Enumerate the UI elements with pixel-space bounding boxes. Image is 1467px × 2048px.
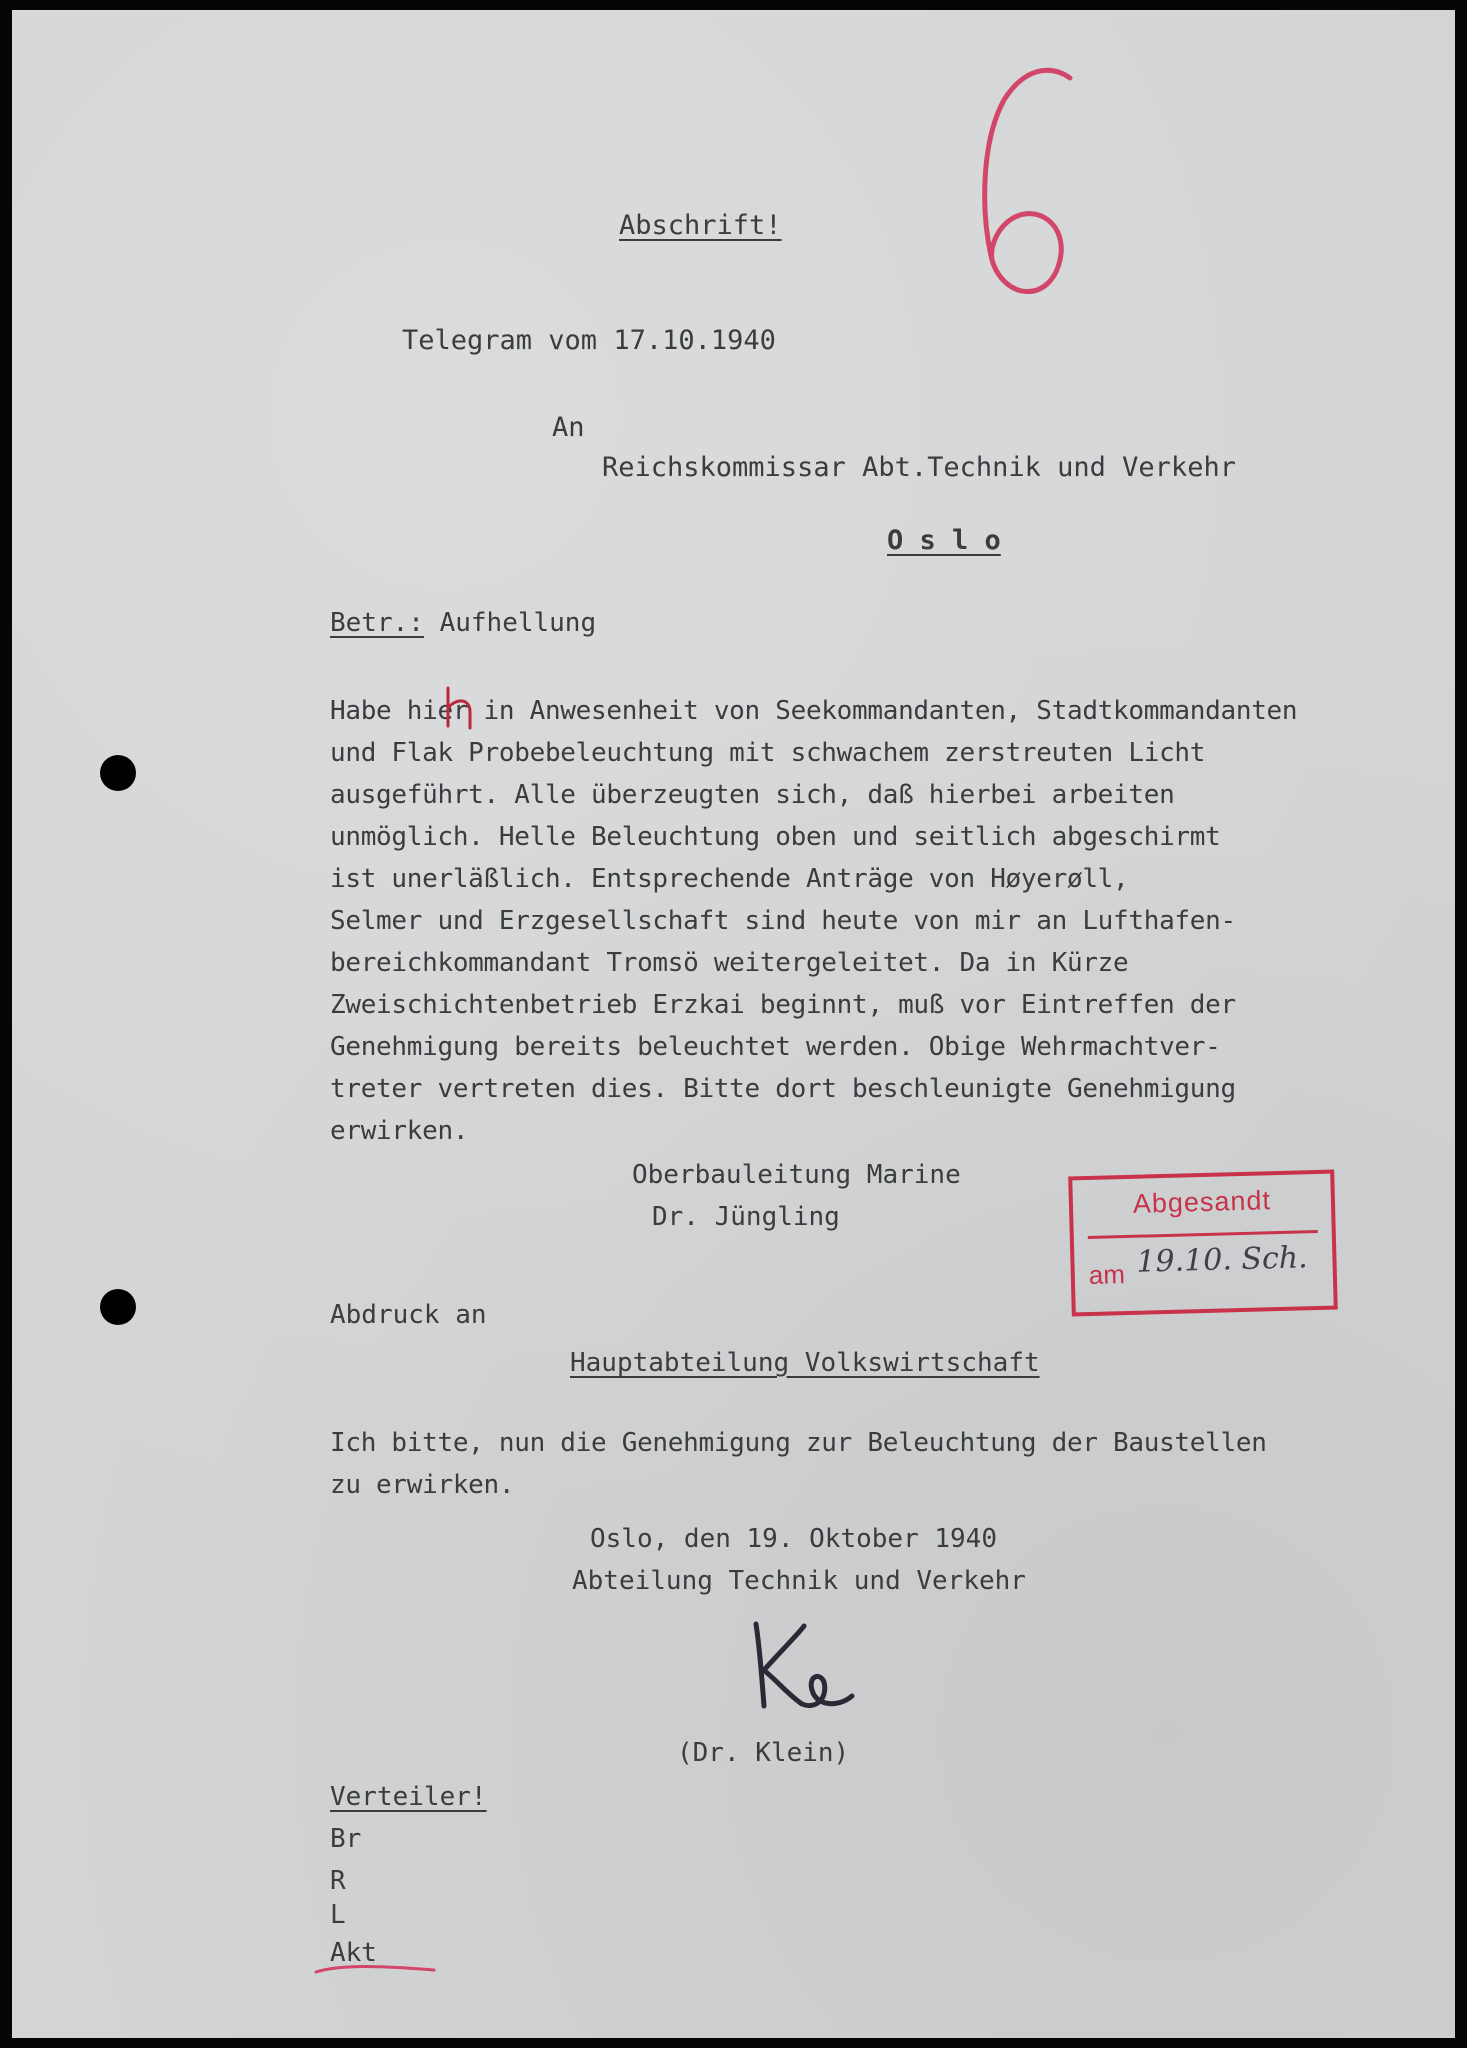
body-line: ist unerläßlich. Entsprechende Anträge von Høyerøll,: [330, 864, 1129, 894]
sent-stamp: [1068, 1170, 1338, 1317]
place-date: Oslo, den 19. Oktober 1940: [590, 1524, 997, 1554]
red-underline-akt: [312, 1960, 442, 1980]
recipient: Reichskommissar Abt.Technik und Verkehr: [602, 452, 1236, 483]
to-label: An: [552, 412, 585, 443]
request-line: Ich bitte, nun die Genehmigung zur Beleuchtung der Baustellen: [330, 1428, 1267, 1458]
distribution-item: Br: [330, 1824, 362, 1854]
red-handwritten-number: [952, 60, 1102, 310]
subject-line: [330, 608, 596, 638]
document-page: [12, 10, 1455, 2038]
signature-name: Dr. Jüngling: [652, 1202, 840, 1232]
stamp-prefix: am: [1088, 1259, 1126, 1290]
telegram-line: Telegram vom 17.10.1940: [402, 325, 776, 356]
distribution-label: Verteiler!: [330, 1782, 487, 1812]
stamp-rule: [1088, 1230, 1318, 1239]
request-line: zu erwirken.: [330, 1470, 515, 1500]
body-line: erwirken.: [330, 1116, 469, 1146]
heading: Abschrift!: [619, 210, 782, 241]
body-line: Genehmigung bereits beleuchtet werden. Obige Wehrmachtver-: [330, 1032, 1221, 1062]
body-line: und Flak Probebeleuchtung mit schwachem zerstreuten Licht: [330, 738, 1206, 768]
red-correction-mark: [440, 686, 480, 736]
body-line: treter vertreten dies. Bitte dort beschleunigte Genehmigung: [330, 1074, 1236, 1104]
recipient-city: O s l o: [887, 525, 1001, 556]
signer-name: (Dr. Klein): [677, 1738, 850, 1768]
subject-text: Aufhellung: [439, 608, 597, 638]
stamp-title: Abgesandt: [1132, 1185, 1272, 1219]
body-line: unmöglich. Helle Beleuchtung oben und seitlich abgeschirmt: [330, 822, 1221, 852]
subject-label: Betr.:: [330, 608, 424, 638]
body-line: bereichkommandant Tromsö weitergeleitet. Da in Kürze: [330, 948, 1129, 978]
copy-label: Abdruck an: [330, 1300, 487, 1330]
signature-org: Oberbauleitung Marine: [632, 1160, 961, 1190]
copy-recipient: Hauptabteilung Volkswirtschaft: [570, 1348, 1040, 1378]
punch-hole-bottom: [100, 1289, 136, 1325]
body-line: ausgeführt. Alle überzeugten sich, daß hierbei arbeiten: [330, 780, 1175, 810]
distribution-item: Akt: [330, 1938, 377, 1968]
body-line: Selmer und Erzgesellschaft sind heute von mir an Lufthafen-: [330, 906, 1236, 936]
handwritten-initials: [742, 1610, 862, 1720]
department: Abteilung Technik und Verkehr: [572, 1566, 1026, 1596]
body-line: Habe hier in Anwesenheit von Seekommandanten, Stadtkommandanten: [330, 696, 1298, 726]
body-line: Zweischichtenbetrieb Erzkai beginnt, muß vor Eintreffen der: [330, 990, 1236, 1020]
distribution-item: L: [330, 1900, 346, 1930]
distribution-item: R: [330, 1866, 346, 1896]
punch-hole-top: [100, 755, 136, 791]
stamp-handwritten-date: 19.10. Sch.: [1136, 1240, 1309, 1280]
